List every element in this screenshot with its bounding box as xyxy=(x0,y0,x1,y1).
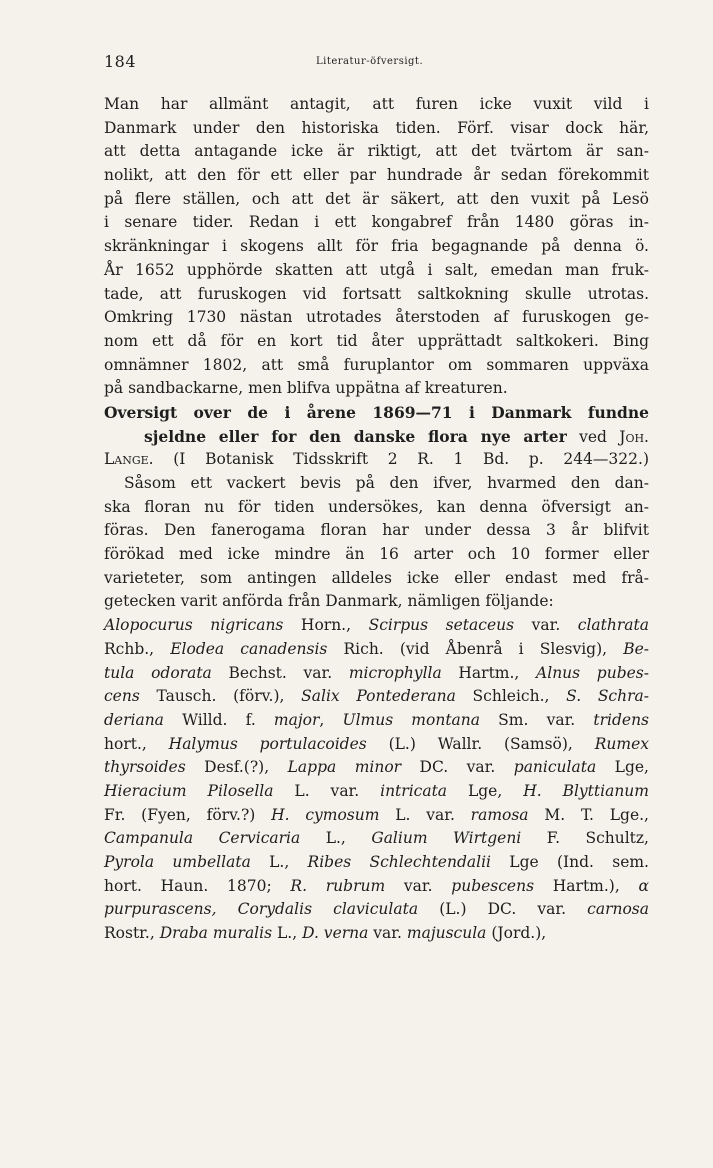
text-run: ska floran nu för tiden undersökes, kan denna öfversigt an- xyxy=(104,497,649,516)
text-line xyxy=(104,709,649,733)
text-run: i senare tider. Redan i ett kongabref från 1480 göras in- xyxy=(104,213,649,232)
text-run: getecken varit anförda från Danmark, nämligen följande: xyxy=(104,592,554,611)
italic-species-name: Hieracium Pilosella xyxy=(104,781,274,800)
text-run: Sm. var. xyxy=(480,710,594,729)
italic-species-name: H. Blyttianum xyxy=(523,781,649,800)
italic-species-name: thyrsoides xyxy=(104,758,186,777)
text-run: (L.) DC. var. xyxy=(418,900,588,919)
text-line xyxy=(104,898,649,922)
italic-species-name: Salix Pontederana xyxy=(301,687,456,706)
text-line xyxy=(104,306,649,330)
text-run: varieteter, som antingen alldeles icke eller endast med frå- xyxy=(104,568,649,587)
text-run: ved xyxy=(566,427,620,446)
italic-species-name: Ribes Schlechtendalii xyxy=(307,853,491,871)
text-run: Lge (Ind. sem. xyxy=(491,853,649,871)
text-run: var. xyxy=(385,876,452,895)
italic-species-name: cens xyxy=(104,687,140,706)
text-run: L., xyxy=(250,853,308,871)
italic-species-name: purpurascens, Corydalis claviculata xyxy=(104,900,419,919)
text-run: var. xyxy=(368,924,407,943)
italic-species-name: pubescens xyxy=(451,876,535,895)
text-run: hort. Haun. 1870; xyxy=(104,876,291,895)
body-text xyxy=(104,93,649,946)
italic-species-name: microphylla xyxy=(348,663,442,682)
text-line xyxy=(104,875,649,899)
text-line xyxy=(104,496,649,520)
text-line xyxy=(104,922,649,946)
text-run: Lge, xyxy=(596,758,649,777)
italic-species-name: intricata xyxy=(380,781,448,800)
text-run: Tausch. (förv.), xyxy=(139,687,302,706)
text-line xyxy=(104,662,649,686)
italic-species-name: Rumex xyxy=(594,734,649,753)
text-line xyxy=(104,827,649,851)
text-line xyxy=(104,164,649,188)
text-run: M. T. Lge., xyxy=(528,805,649,824)
italic-species-name: tula odorata xyxy=(104,663,212,682)
text-line xyxy=(104,614,649,638)
text-line xyxy=(104,425,649,449)
italic-species-name: Alnus pubes- xyxy=(536,663,649,682)
text-line xyxy=(104,354,649,378)
text-run: L. var. xyxy=(379,805,471,824)
text-line xyxy=(104,733,649,757)
text-line xyxy=(104,472,649,496)
italic-species-name: S. Schra- xyxy=(566,687,649,706)
italic-species-name: H. cymosum xyxy=(271,805,380,824)
italic-species-name: Halymus portulacoides xyxy=(168,734,367,753)
bold-title-text: Oversigt over de i årene 1869—71 i Danmark fundne xyxy=(104,402,649,422)
italic-species-name: Pyrola umbellata xyxy=(104,853,251,871)
page-number: 184 xyxy=(104,52,137,71)
text-run: nolikt, att den för ett eller par hundrade år sedan förekommit xyxy=(104,166,649,185)
italic-species-name: Alopocurus nigricans xyxy=(104,616,284,635)
text-run: tade, att furuskogen vid fortsatt saltkokning skulle utrotas. xyxy=(104,284,649,303)
text-line xyxy=(104,804,649,828)
author-name: Joh. xyxy=(619,427,649,446)
text-run: föras. Den fanerogama floran har under dessa 3 år blifvit xyxy=(104,521,649,540)
text-run: Hartm., xyxy=(441,663,537,682)
text-line xyxy=(104,851,649,875)
text-line xyxy=(104,590,649,614)
text-line xyxy=(104,188,649,212)
text-run: Rostr., xyxy=(104,924,160,943)
text-run: förökad med icke mindre än 16 arter och 10 former eller xyxy=(104,545,649,564)
italic-species-name: Scirpus setaceus xyxy=(368,616,515,635)
text-run: Rchb., xyxy=(104,639,171,658)
italic-species-name: Draba muralis xyxy=(159,924,273,943)
text-run: Horn., xyxy=(283,616,369,635)
text-run: L., xyxy=(300,829,372,848)
text-run: Schleich., xyxy=(455,687,567,706)
text-line xyxy=(104,780,649,804)
text-run: att detta antagande icke är riktigt, att det tvärtom är san- xyxy=(104,142,649,161)
text-line xyxy=(104,235,649,259)
text-run: skränkningar i skogens allt för fria begagnande på denna ö. xyxy=(104,237,649,256)
text-line xyxy=(104,259,649,283)
text-line xyxy=(104,448,649,472)
italic-species-name: major xyxy=(273,710,320,729)
italic-species-name: deriana xyxy=(104,710,164,729)
italic-species-name: paniculata xyxy=(513,758,597,777)
text-run: nom ett då för en kort tid åter upprättadt saltkokeri. Bing xyxy=(104,331,649,350)
text-run: (L.) Wallr. (Samsö), xyxy=(366,734,595,753)
text-run: Desf.(?), xyxy=(185,758,288,777)
text-run: Bechst. var. xyxy=(211,663,349,682)
italic-species-name: ramosa xyxy=(470,805,529,824)
italic-species-name: Be- xyxy=(623,639,649,658)
italic-species-name: Galium Wirtgeni xyxy=(371,829,522,848)
text-line xyxy=(104,543,649,567)
page-header xyxy=(104,52,652,74)
text-line xyxy=(104,519,649,543)
text-run: F. Schultz, xyxy=(521,829,649,848)
italic-species-name: α xyxy=(638,876,649,895)
text-run: omnämner 1802, att små furuplantor om sommaren uppväxa xyxy=(104,355,649,374)
author-name: Lange. xyxy=(104,450,154,469)
italic-species-name: carnosa xyxy=(587,900,649,919)
text-run: , xyxy=(319,710,343,729)
text-run: Rich. (vid Åbenrå i Slesvig), xyxy=(327,639,624,658)
text-line xyxy=(104,377,649,401)
text-run: Omkring 1730 nästan utrotades återstoden af furuskogen ge- xyxy=(104,308,649,327)
text-line xyxy=(104,330,649,354)
text-line xyxy=(104,685,649,709)
text-run: var. xyxy=(514,616,578,635)
italic-species-name: clathrata xyxy=(577,616,650,635)
text-line xyxy=(104,756,649,780)
running-head: Literatur-öfversigt. xyxy=(316,56,424,67)
italic-species-name: tridens xyxy=(593,710,650,729)
text-run: på sandbackarne, men blifva uppätna af kreaturen. xyxy=(104,379,508,398)
italic-species-name: Lappa minor xyxy=(287,758,402,777)
text-line xyxy=(104,140,649,164)
text-run: Hartm.), xyxy=(534,876,639,895)
italic-species-name: majuscula xyxy=(406,924,487,943)
italic-species-name: D. verna xyxy=(302,924,369,943)
review-heading-line xyxy=(104,401,649,425)
italic-species-name: Campanula Cervicaria xyxy=(104,829,301,848)
text-run: L. var. xyxy=(273,781,381,800)
text-run: Såsom ett vackert bevis på den ifver, hvarmed den dan- xyxy=(124,474,649,492)
text-line xyxy=(104,93,649,117)
text-run: (Jord.), xyxy=(486,924,547,943)
text-run: L., xyxy=(272,924,303,943)
text-line xyxy=(104,638,649,662)
text-run: på flere ställen, och att det är säkert, att den vuxit på Lesö xyxy=(104,189,649,208)
text-run: Fr. (Fyen, förv.?) xyxy=(104,805,272,824)
text-line xyxy=(104,283,649,307)
italic-species-name: R. rubrum xyxy=(290,876,386,895)
text-run: (I Botanisk Tidsskrift 2 R. 1 Bd. p. 244—322.) xyxy=(153,450,649,469)
text-run: Willd. f. xyxy=(163,710,274,729)
text-run: Danmark under den historiska tiden. Förf. visar dock här, xyxy=(104,118,649,137)
italic-species-name: Elodea canadensis xyxy=(170,639,328,658)
text-run: hort., xyxy=(104,734,169,753)
text-line xyxy=(104,117,649,141)
italic-species-name: Ulmus montana xyxy=(342,710,481,729)
text-run: DC. var. xyxy=(401,758,514,777)
text-run: Man har allmänt antagit, att furen icke vuxit vild i xyxy=(104,95,649,113)
text-run: År 1652 upphörde skatten att utgå i salt, emedan man fruk- xyxy=(104,260,649,279)
text-line xyxy=(104,567,649,591)
text-run: Lge, xyxy=(447,781,524,800)
bold-title-text: sjeldne eller for den danske flora nye arter xyxy=(144,426,567,446)
text-line xyxy=(104,211,649,235)
